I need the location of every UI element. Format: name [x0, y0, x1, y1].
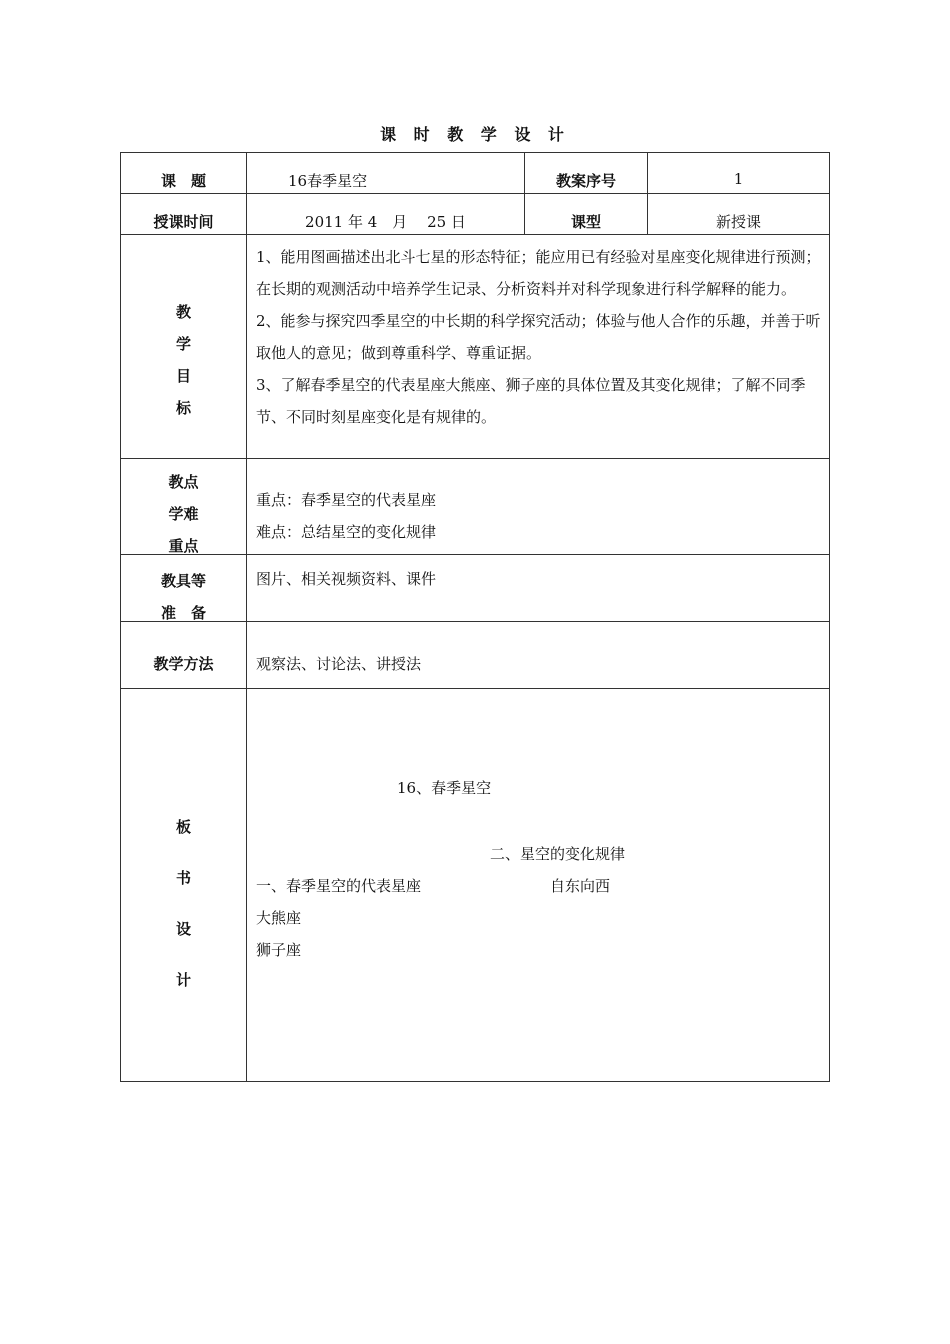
board-label-char: 板: [175, 818, 191, 836]
topic-value: 16春季星空: [288, 172, 368, 190]
objectives-label-char: 学: [175, 335, 191, 353]
key-points-label-line: 重点: [168, 537, 199, 555]
topic-label: 课 题: [160, 172, 206, 190]
materials-label: [121, 565, 246, 629]
key-points-content: [256, 484, 822, 548]
table-border-top: [120, 152, 830, 153]
time-value: 2011 年 4 月 25 日: [305, 213, 466, 231]
objective-paragraph: 2、能参与探究四季星空的中长期的科学探究活动；体验与他人合作的乐趣，并善于听取他人的意见；做到尊重科学、尊重证据。: [256, 312, 821, 362]
row-divider: [120, 193, 830, 194]
document-title: 课 时 教 学 设 计: [380, 125, 570, 144]
board-section-two: 二、星空的变化规律: [490, 845, 626, 863]
objective-paragraph: 3、了解春季星空的代表星座大熊座、狮子座的具体位置及其变化规律；了解不同季节、不同时刻星座变化是有规律的。: [256, 376, 806, 426]
board-item: 狮子座: [256, 941, 302, 959]
board-direction: 自东向西: [550, 877, 611, 895]
table-border-bottom: [120, 1081, 830, 1082]
materials-label-line: 教具等: [160, 572, 206, 590]
objectives-label-char: 目: [175, 367, 191, 385]
key-point: 重点：春季星空的代表星座: [256, 491, 437, 509]
row-divider: [120, 458, 830, 459]
board-heading: 16、春季星空: [397, 779, 492, 797]
objectives-content: [256, 241, 822, 433]
materials-label-line: 准 备: [160, 604, 206, 622]
objectives-label: [121, 296, 246, 424]
board-label-char: 书: [175, 869, 191, 887]
key-points-label-line: 教点: [168, 473, 199, 491]
objectives-label-char: 教: [175, 303, 191, 321]
time-label: 授课时间: [153, 213, 214, 231]
method-value: 观察法、讨论法、讲授法: [256, 655, 422, 673]
key-points-label-line: 学难: [168, 505, 199, 523]
board-label-char: 计: [175, 971, 191, 989]
row-divider: [120, 234, 830, 235]
board-label: [121, 802, 246, 1006]
board-section-one: 一、春季星空的代表星座: [256, 877, 422, 895]
table-border-right: [829, 152, 830, 1082]
difficult-point: 难点：总结星空的变化规律: [256, 523, 437, 541]
board-label-char: 设: [175, 920, 191, 938]
board-item: 大熊座: [256, 909, 302, 927]
method-label: 教学方法: [153, 655, 214, 673]
lesson-type-label: 课型: [570, 213, 601, 231]
objective-paragraph: 1、能用图画描述出北斗七星的形态特征；能应用已有经验对星座变化规律进行预测；在长期的观测活动中培养学生记录、分析资料并对科学现象进行科学解释的能力。: [256, 248, 821, 298]
objectives-label-char: 标: [175, 399, 191, 417]
key-points-label: [121, 466, 246, 562]
plan-number-label: 教案序号: [555, 172, 616, 190]
materials-value: 图片、相关视频资料、课件: [256, 570, 437, 588]
plan-number-value: 1: [733, 170, 744, 188]
lesson-type-value: 新授课: [715, 213, 761, 231]
row-divider: [120, 688, 830, 689]
column-divider: [246, 152, 247, 1082]
